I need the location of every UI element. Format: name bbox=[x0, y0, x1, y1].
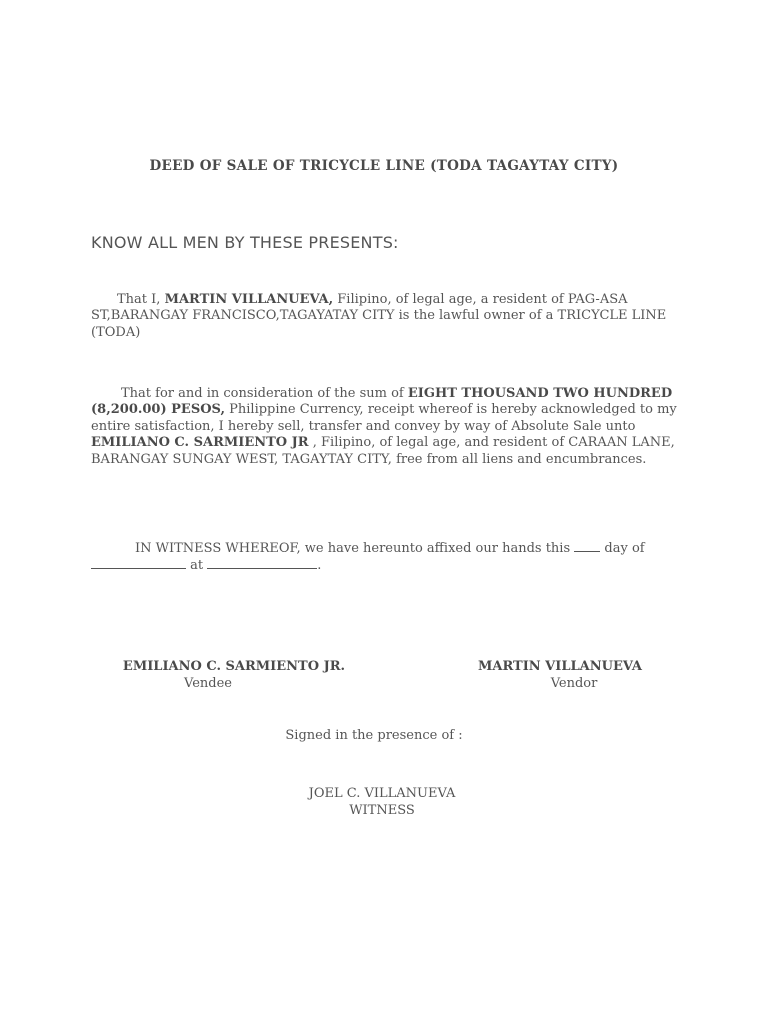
p3-middle: day of bbox=[600, 541, 645, 556]
p2-middle: Philippine Currency, receipt whereof is hereby acknowledged to my entire satisfaction, I hereby sell, transfer and convey by way of Absolute Sale unto bbox=[91, 402, 677, 434]
vendee-signature-block bbox=[108, 658, 360, 692]
p2-lead: That for and in consideration of the sum of bbox=[121, 386, 408, 401]
document-title: DEED OF SALE OF TRICYCLE LINE (TODA TAGAYTAY CITY) bbox=[149, 158, 619, 174]
ownership-paragraph bbox=[91, 292, 691, 341]
p1-lead: That I, bbox=[117, 292, 165, 307]
day-blank bbox=[574, 540, 600, 552]
witness-name: JOEL C. VILLANUEVA bbox=[308, 786, 456, 801]
buyer-name: EMILIANO C. SARMIENTO JR bbox=[91, 435, 309, 451]
witness-whereof-paragraph bbox=[91, 540, 691, 575]
vendor-role: Vendor bbox=[550, 676, 598, 691]
p3-lead: IN WITNESS WHEREOF, we have hereunto affixed our hands this bbox=[135, 541, 575, 556]
opening-line: KNOW ALL MEN BY THESE PRESENTS: bbox=[91, 233, 399, 252]
witness-role: WITNESS bbox=[349, 803, 415, 818]
p3-at: at bbox=[186, 558, 208, 574]
vendee-role: Vendee bbox=[184, 676, 232, 691]
vendor-signature-block bbox=[470, 658, 650, 692]
p3-end: . bbox=[317, 558, 322, 574]
place-blank bbox=[207, 557, 317, 569]
vendor-name: MARTIN VILLANUEVA bbox=[477, 659, 643, 674]
amount-words: EIGHT THOUSAND TWO HUNDRED (8,200.00) PESOS, bbox=[91, 386, 673, 418]
witness-block bbox=[282, 785, 482, 819]
p2-rest: , Filipino, of legal age, and resident of CARAAN LANE, BARANGAY SUNGAY WEST, TAGAYTAY CITY, free from all liens and encumbrances. bbox=[91, 435, 675, 467]
vendee-name: EMILIANO C. SARMIENTO JR. bbox=[122, 659, 346, 674]
month-blank bbox=[91, 557, 186, 569]
consideration-paragraph bbox=[91, 386, 691, 468]
seller-name: MARTIN VILLANUEVA, bbox=[164, 292, 334, 307]
presence-label: Signed in the presence of : bbox=[285, 728, 463, 743]
p1-rest: Filipino, of legal age, a resident of PAG-ASA ST,BARANGAY FRANCISCO,TAGAYATAY CITY is the lawful owner of a TRICYCLE LINE (TODA) bbox=[91, 292, 667, 340]
